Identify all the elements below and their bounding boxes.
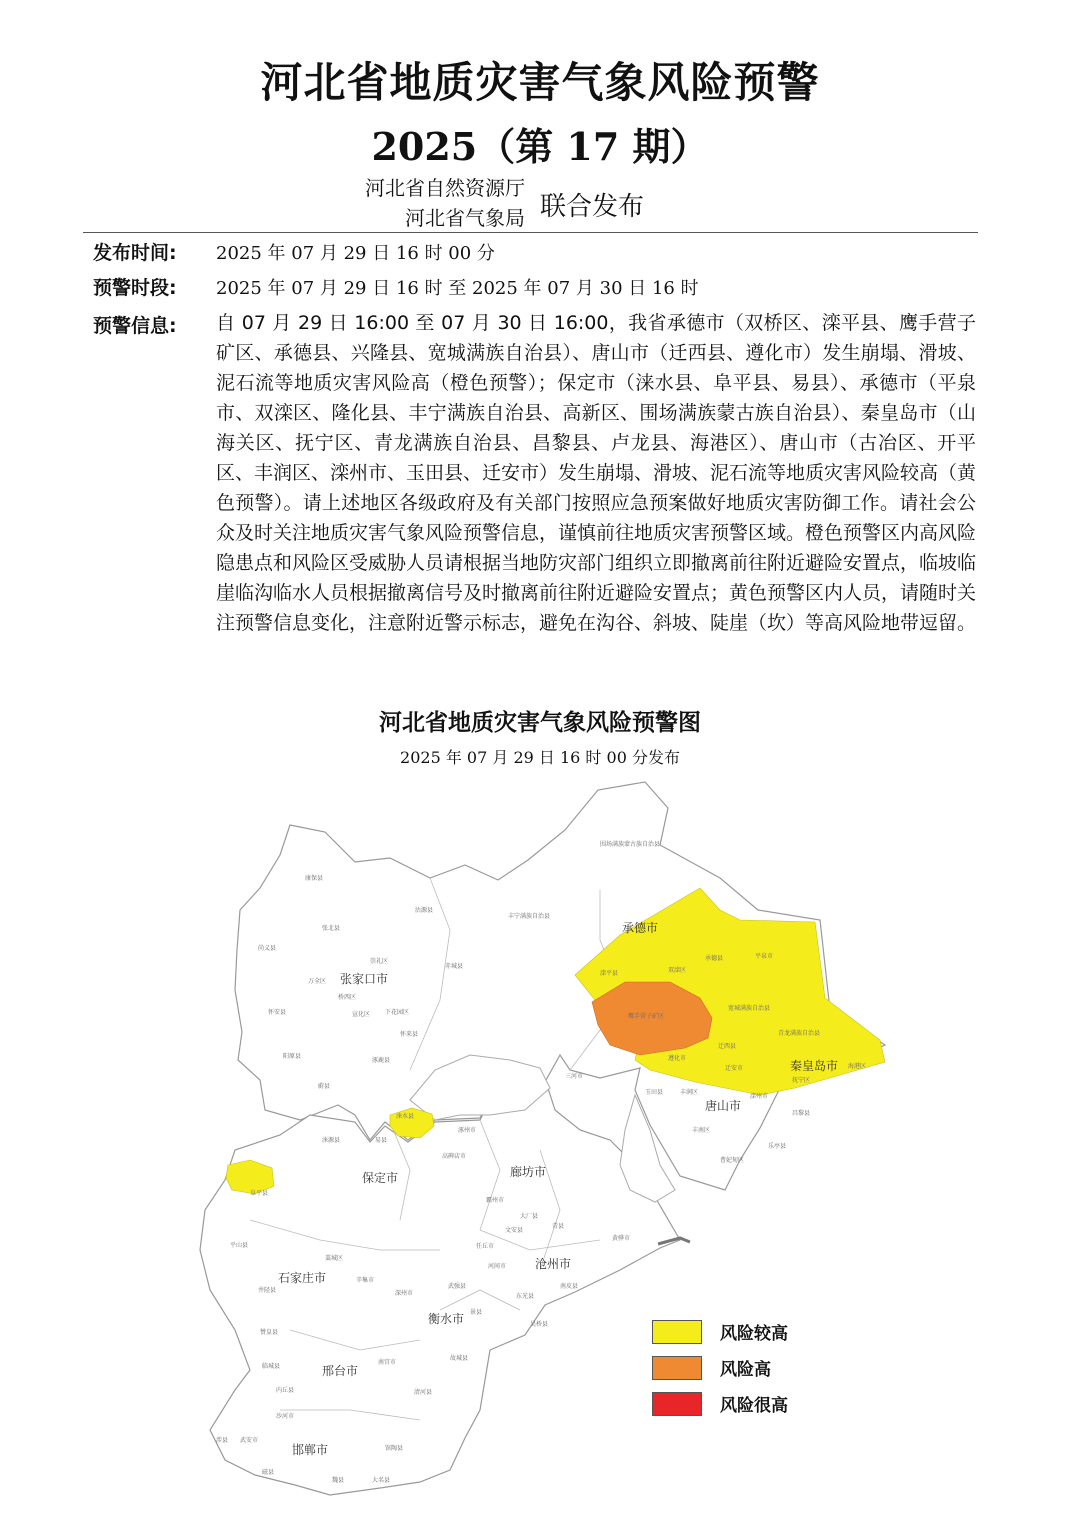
map-subtitle: 2025 年 07 月 29 日 16 时 00 分发布 (400, 748, 680, 767)
county-label: 丰南区 (692, 1127, 711, 1134)
county-label: 清河县 (414, 1389, 433, 1396)
county-label: 万全区 (308, 978, 327, 985)
city-label-langfang: 廊坊市 (510, 1165, 547, 1179)
legend-label: 风险高 (720, 1360, 771, 1380)
county-label: 玉田县 (645, 1089, 664, 1096)
county-label: 承德县 (705, 955, 724, 962)
county-label: 崇礼区 (370, 958, 389, 965)
county-label: 尚义县 (258, 945, 277, 952)
legend-swatch-red (652, 1392, 702, 1416)
city-label-handan: 邯郸市 (292, 1443, 329, 1457)
county-label: 围场满族蒙古族自治县 (600, 841, 661, 848)
county-label: 滦州市 (750, 1093, 769, 1100)
county-label: 东光县 (516, 1293, 535, 1300)
county-label: 临城县 (262, 1363, 281, 1370)
county-label: 沽源县 (415, 907, 434, 914)
county-label: 三河市 (565, 1073, 584, 1080)
county-label: 阜平县 (250, 1190, 269, 1197)
county-label: 内丘县 (276, 1387, 295, 1394)
county-label: 宽城满族自治县 (728, 1005, 771, 1012)
county-label: 鹰手营子矿区 (628, 1013, 665, 1020)
page-title: 河北省地质灾害气象风险预警 (260, 58, 820, 107)
legend-label: 风险很高 (720, 1396, 788, 1416)
county-label: 抚宁区 (792, 1077, 811, 1084)
county-label: 魏县 (332, 1477, 345, 1484)
county-label: 涿州市 (458, 1127, 477, 1134)
county-label: 下花园区 (385, 1009, 410, 1016)
warning-info-text: 自 07 月 29 日 16:00 至 07 月 30 日 16:00，我省承德市（双桥区、滦平县、鹰手营子矿区、承德县、兴隆县、宽城满族自治县）、唐山市（迁西县、遵化市）发生崩塌、滑坡、泥石流等地质灾害风险高（橙色预警）；保定市（涞水县、阜平县、易县）、承德市（平泉市、双滦区、隆化县、丰宁满族自治县、高新区、围场满族蒙古族自治县）、秦皇岛市（山海关区、抚宁区、青龙满族自治县、昌黎县、卢龙县、海港区）、唐山市（古冶区、开平区、丰润区、滦州市、玉田县、迁安市）发生崩塌、滑坡、泥石流等地质灾害风险较高（黄色预警）。请上述地区各级政府及有关部门按照应急预案做好地质灾害防御工作。请社会公众及时关注地质灾害气象风险预警信息，谨慎前往地质灾害预警区域。橙色预警区内高风险隐患点和风险区受威胁人员请根据当地防灾部门组织立即撤离前往附近避险安置点，临坡临崖临沟临水人员根据撤离信号及时撤离前往附近避险安置点；黄色预警区内人员，请随时关注预警信息变化，注意附近警示标志，避免在沟谷、斜坡、陡崖（坎）等高风险地带逗留。 (216, 312, 977, 634)
county-label: 双滦区 (668, 967, 687, 974)
county-label: 怀来县 (400, 1031, 419, 1038)
county-label: 桥西区 (338, 994, 357, 1001)
county-label: 文安县 (505, 1227, 524, 1234)
county-label: 青龙满族自治县 (778, 1030, 821, 1037)
city-label-hengshui: 衡水市 (428, 1312, 465, 1326)
county-label: 丰宁满族自治县 (508, 913, 551, 920)
header-divider (83, 232, 978, 233)
county-label: 赤城县 (445, 963, 464, 970)
county-label: 武安市 (240, 1437, 259, 1444)
county-label: 故城县 (450, 1355, 469, 1362)
county-label: 迁安市 (725, 1065, 744, 1072)
county-label: 蔚县 (318, 1083, 331, 1090)
county-label: 易县 (375, 1137, 388, 1144)
county-label: 藁城区 (325, 1255, 344, 1262)
issuer-1: 河北省自然资源厅 (365, 176, 525, 200)
county-label: 南宫市 (378, 1359, 397, 1366)
city-label-shijiazhuang: 石家庄市 (278, 1271, 327, 1285)
county-label: 深州市 (395, 1290, 414, 1297)
county-label: 涞水县 (396, 1113, 415, 1120)
county-label: 沙河市 (276, 1413, 295, 1420)
county-label: 涞源县 (322, 1137, 341, 1144)
county-label: 青县 (552, 1223, 565, 1230)
city-label-chengde: 承德市 (622, 921, 659, 935)
city-label-xingtai: 邢台市 (322, 1364, 359, 1378)
map-title: 河北省地质灾害气象风险预警图 (379, 710, 701, 736)
publish-time-value: 2025 年 07 月 29 日 16 时 00 分 (216, 243, 495, 264)
county-label: 海港区 (848, 1063, 867, 1070)
issue-mode: 联合发布 (540, 192, 645, 222)
county-label: 黄骅市 (612, 1235, 631, 1242)
publish-time-label: 发布时间: (93, 242, 177, 264)
county-label: 丰润区 (680, 1089, 699, 1096)
city-label-cangzhou: 沧州市 (535, 1257, 572, 1271)
county-label: 阳原县 (283, 1053, 302, 1060)
county-label: 赞皇县 (260, 1329, 279, 1336)
county-label: 吴桥县 (530, 1321, 549, 1328)
county-label: 辛集市 (356, 1277, 375, 1284)
county-label: 平山县 (230, 1242, 249, 1249)
county-label: 河间市 (488, 1263, 507, 1270)
issue-number: 2025（第 17 期） (371, 124, 709, 169)
county-label: 遵化市 (668, 1055, 687, 1062)
county-label: 平泉市 (755, 953, 774, 960)
county-label: 景县 (470, 1309, 483, 1316)
county-label: 井陉县 (258, 1287, 277, 1294)
issuer-block (340, 173, 525, 233)
warning-period-label: 预警时段: (93, 277, 177, 299)
county-label: 怀安县 (268, 1009, 287, 1016)
county-label: 武强县 (448, 1283, 467, 1290)
city-label-baoding: 保定市 (362, 1171, 399, 1185)
county-label: 南皮县 (560, 1283, 579, 1290)
county-label: 馆陶县 (385, 1445, 404, 1452)
county-label: 涉县 (216, 1437, 229, 1444)
county-label: 曹妃甸区 (720, 1157, 745, 1164)
city-label-zhangjiakou: 张家口市 (340, 972, 389, 986)
warning-info-label: 预警信息: (93, 315, 177, 337)
county-label: 滦平县 (600, 970, 619, 977)
county-label: 张北县 (322, 925, 341, 932)
county-label: 磁县 (262, 1469, 275, 1476)
legend-swatch-yellow (652, 1320, 702, 1344)
county-label: 乐亭县 (768, 1143, 787, 1150)
county-label: 大名县 (372, 1477, 391, 1484)
county-label: 康保县 (305, 875, 324, 882)
legend-swatch-orange (652, 1356, 702, 1380)
county-label: 霸州市 (486, 1197, 505, 1204)
hebei-risk-map (180, 770, 900, 1525)
county-label: 迁西县 (718, 1043, 737, 1050)
issuer-2: 河北省气象局 (405, 206, 525, 230)
county-label: 宣化区 (352, 1011, 371, 1018)
warning-period-value: 2025 年 07 月 29 日 16 时 至 2025 年 07 月 30 日 16 时 (216, 278, 699, 299)
county-label: 大厂县 (520, 1213, 539, 1220)
county-label: 昌黎县 (792, 1110, 811, 1117)
legend-label: 风险较高 (720, 1324, 788, 1344)
city-label-tangshan: 唐山市 (705, 1099, 742, 1113)
county-label: 高碑店市 (442, 1153, 467, 1160)
county-label: 涿鹿县 (372, 1057, 391, 1064)
city-label-qinhuangdao: 秦皇岛市 (790, 1059, 839, 1073)
county-label: 任丘市 (476, 1243, 495, 1250)
